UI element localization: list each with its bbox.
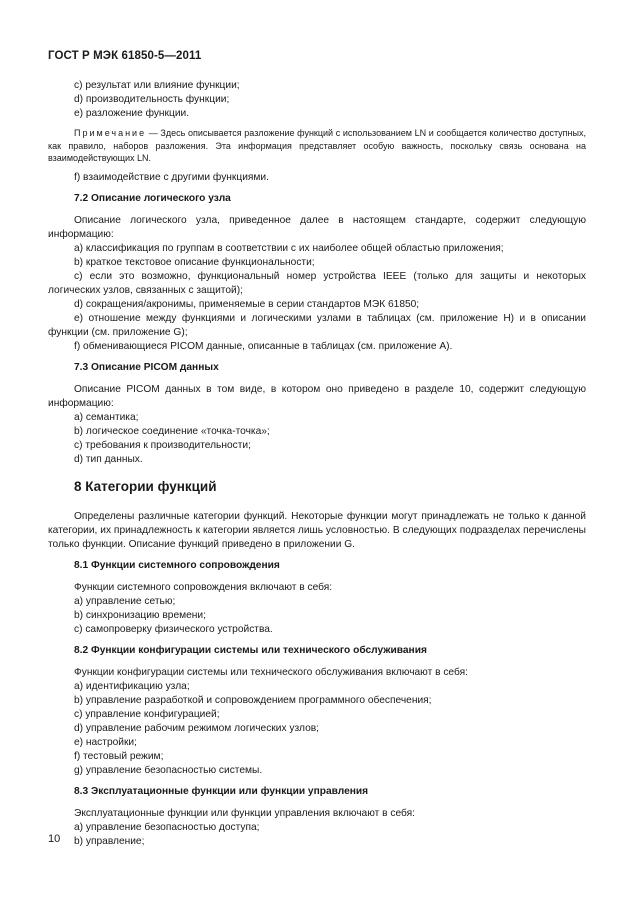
list-item: c) если это возможно, функциональный номер устройства IEEE (только для защиты и некоторых логических узлов, связанных с защитой); [48, 270, 586, 296]
list-item: a) идентификацию узла; [74, 680, 190, 692]
section-intro: Функции конфигурации системы или технического обслуживания включают в себя: [74, 666, 468, 678]
section-intro: Описание логического узла, приведенное далее в настоящем стандарте, содержит следующую информацию: [48, 214, 586, 240]
list-item: d) производительность функции; [74, 94, 230, 105]
section-heading-8-1: 8.1 Функции системного сопровождения [74, 559, 280, 571]
list-item: f) обменивающиеся PICOM данные, описанные в таблицах (см. приложение A). [74, 340, 453, 352]
list-item: b) управление; [74, 835, 145, 847]
list-item: c) управление конфигурацией; [74, 708, 220, 720]
page-content [48, 79, 586, 849]
section-heading-8-2: 8.2 Функции конфигурации системы или технического обслуживания [74, 644, 427, 656]
section-heading-7-3: 7.3 Описание PICOM данных [74, 361, 219, 373]
section-intro: Определены различные категории функций. Некоторые функции могут принадлежать не только к данной категории, их принадлежность к категории является лишь условностью. В следующих подразделах перечислены только функции. Описание функций приведено в приложении G. [48, 510, 586, 550]
list-item: b) синхронизацию времени; [74, 609, 206, 621]
note-paragraph [48, 127, 586, 165]
list-item: a) классификация по группам в соответствии с их наиболее общей областью приложения; [74, 242, 504, 254]
note-label: Примечание [74, 128, 147, 138]
section-heading-8-3: 8.3 Эксплуатационные функции или функции управления [74, 785, 369, 797]
list-item: e) настройки; [74, 736, 137, 748]
list-item: d) управление рабочим режимом логических узлов; [74, 722, 319, 734]
list-item: b) краткое текстовое описание функциональности; [74, 256, 315, 268]
page-number: 10 [48, 833, 61, 845]
list-item: g) управление безопасностью системы. [74, 764, 263, 776]
list-item: d) тип данных. [74, 453, 143, 465]
list-item: f) взаимодействие с другими функциями. [74, 171, 269, 183]
list-item: c) результат или влияние функции; [74, 80, 240, 91]
document-header: ГОСТ Р МЭК 61850-5—2011 [48, 50, 202, 62]
list-item: a) управление сетью; [74, 595, 176, 607]
list-item: a) семантика; [74, 411, 139, 423]
list-item: b) управление разработкой и сопровождением программного обеспечения; [74, 694, 432, 706]
section-intro: Функции системного сопровождения включают в себя: [74, 581, 333, 593]
section-intro: Описание PICOM данных в том виде, в котором оно приведено в разделе 10, содержит следующую информацию: [48, 383, 586, 409]
section-intro: Эксплуатационные функции или функции управления включают в себя: [74, 807, 415, 819]
note-text: — Здесь описывается разложение функций с использованием LN и сообщается количество доступных, как правило, наборов разложения. Эта информация представляет особую важность, поскольку связь основана на взаимодействующих LN. [48, 128, 586, 163]
list-item: e) отношение между функциями и логическими узлами в таблицах (см. приложение H) и в описании функции (см. приложение G); [48, 312, 586, 338]
list-item: b) логическое соединение «точка-точка»; [74, 425, 270, 437]
list-item: d) сокращения/акронимы, применяемые в серии стандартов МЭК 61850; [74, 298, 420, 310]
list-item: e) разложение функции. [74, 108, 190, 119]
section-heading-8: 8 Категории функций [74, 478, 217, 494]
list-item: a) управление безопасностью доступа; [74, 821, 260, 833]
list-item: f) тестовый режим; [74, 750, 164, 762]
list-item: c) требования к производительности; [74, 439, 251, 451]
list-item: c) самопроверку физического устройства. [74, 623, 273, 635]
section-heading-7-2: 7.2 Описание логического узла [74, 192, 231, 204]
